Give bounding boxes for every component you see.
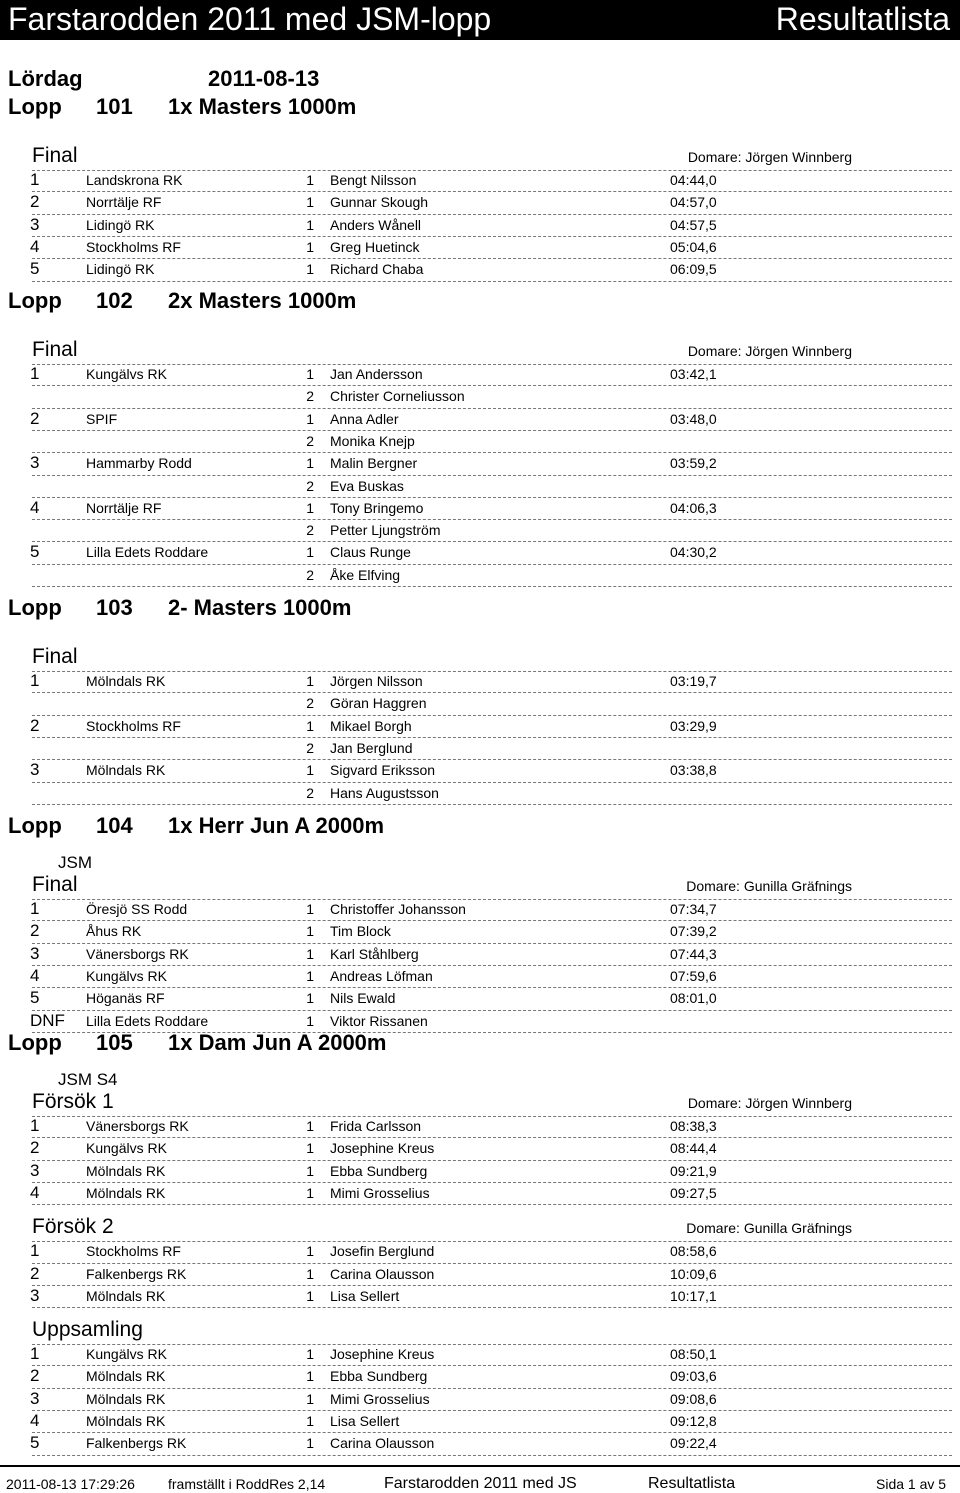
club-name: Lilla Edets Roddare: [86, 1012, 209, 1029]
seat-number: 2: [306, 784, 314, 801]
rower-name: Tony Bringemo: [330, 499, 424, 516]
race-class: JSM S4: [58, 1070, 118, 1089]
result-time: 09:12,8: [670, 1413, 717, 1429]
placing: 1: [30, 671, 40, 690]
dashed-divider: [32, 281, 952, 282]
seat-number: 1: [306, 1184, 314, 1201]
result-time: 04:57,5: [670, 216, 717, 233]
heat-title: Final: [32, 144, 78, 167]
placing: 3: [30, 1388, 40, 1408]
result-time: 09:08,6: [670, 1390, 717, 1407]
placing: 2: [30, 1263, 40, 1283]
dashed-divider: [32, 692, 952, 693]
placing: 3: [30, 214, 40, 234]
dashed-divider: [32, 1182, 952, 1183]
rower-name: Nils Ewald: [330, 990, 396, 1007]
club-name: Hammarby Rodd: [86, 455, 192, 472]
rower-name: Tim Block: [330, 923, 391, 940]
dashed-divider: [32, 364, 952, 365]
rower-name: Göran Haggren: [330, 695, 427, 712]
race-label: Lopp: [8, 94, 62, 119]
rower-name: Malin Bergner: [330, 455, 418, 472]
seat-number: 1: [306, 990, 314, 1007]
club-name: Landskrona RK: [86, 172, 183, 188]
result-time: 09:27,5: [670, 1184, 717, 1201]
seat-number: 1: [306, 967, 314, 984]
dashed-divider: [32, 1432, 952, 1433]
placing: 2: [30, 192, 40, 212]
result-time: 08:50,1: [670, 1346, 717, 1363]
placing: 5: [30, 542, 40, 562]
rower-name: Jan Andersson: [330, 366, 423, 382]
dashed-divider: [32, 1137, 952, 1138]
dashed-divider: [32, 920, 952, 921]
result-time: 04:06,3: [670, 499, 717, 516]
placing: 5: [30, 988, 40, 1008]
race-label: Lopp: [8, 595, 62, 620]
dashed-divider: [32, 1160, 952, 1161]
result-time: 03:42,1: [670, 366, 717, 382]
seat-number: 1: [306, 261, 314, 278]
footer-divider: [0, 1465, 960, 1467]
rower-name: Frida Carlsson: [330, 1118, 422, 1134]
race-label: Lopp: [8, 1030, 62, 1055]
seat-number: 1: [306, 1140, 314, 1157]
seat-number: 1: [306, 499, 314, 516]
footer-page: Sida 1 av 5: [876, 1476, 947, 1492]
seat-number: 1: [306, 216, 314, 233]
seat-number: 1: [306, 717, 314, 734]
rower-name: Mimi Grosselius: [330, 1184, 430, 1201]
result-time: 09:03,6: [670, 1368, 717, 1385]
footer-timestamp: 2011-08-13 17:29:26: [6, 1476, 135, 1492]
placing: 4: [30, 965, 40, 985]
footer-document: Resultatlista: [648, 1475, 736, 1492]
result-time: 09:22,4: [670, 1435, 717, 1452]
rower-name: Åke Elfving: [330, 566, 401, 583]
rower-name: Hans Augustsson: [330, 784, 439, 801]
dashed-divider: [32, 782, 952, 783]
club-name: Kungälvs RK: [86, 1140, 167, 1157]
club-name: Vänersborgs RK: [86, 945, 189, 962]
race-number: 105: [96, 1030, 133, 1055]
placing: 3: [30, 760, 40, 780]
race-heading: [8, 595, 908, 623]
placing: 3: [30, 1160, 40, 1180]
dashed-divider: [32, 1455, 952, 1456]
heat-title: Final: [32, 645, 78, 668]
placing: 1: [30, 899, 40, 918]
placing: DNF: [30, 1010, 65, 1030]
dashed-divider: [32, 965, 952, 966]
seat-number: 1: [306, 410, 314, 427]
seat-number: 1: [306, 1435, 314, 1452]
rower-name: Anders Wånell: [330, 216, 422, 233]
dashed-divider: [32, 408, 952, 409]
placing: 2: [30, 921, 40, 941]
heat-title: Final: [32, 338, 78, 361]
dashed-divider: [32, 385, 952, 386]
race-heading: [8, 813, 908, 841]
club-name: Mölndals RK: [86, 762, 166, 779]
seat-number: 2: [306, 739, 314, 756]
dashed-divider: [32, 236, 952, 237]
dashed-divider: [32, 191, 952, 192]
race-name: 2x Masters 1000m: [168, 288, 357, 313]
dashed-divider: [32, 1010, 952, 1011]
result-time: 10:17,1: [670, 1287, 717, 1304]
club-name: Mölndals RK: [86, 1413, 166, 1429]
dashed-divider: [32, 1307, 952, 1308]
race-heading: [8, 1030, 908, 1058]
seat-number: 2: [306, 695, 314, 712]
dashed-divider: [32, 519, 952, 520]
rower-name: Lisa Sellert: [330, 1287, 400, 1304]
race-heading: [8, 288, 908, 316]
footer-event: Farstarodden 2011 med JS: [384, 1475, 577, 1492]
referee: Domare: Gunilla Gräfnings: [686, 1220, 852, 1237]
club-name: Falkenbergs RK: [86, 1435, 187, 1452]
dashed-divider: [32, 497, 952, 498]
club-name: Vänersborgs RK: [86, 1118, 189, 1134]
seat-number: 1: [306, 945, 314, 962]
heat-title: Final: [32, 873, 78, 896]
placing: 2: [30, 408, 40, 428]
dashed-divider: [32, 430, 952, 431]
result-time: 08:01,0: [670, 990, 717, 1007]
rower-name: Christoffer Johansson: [330, 901, 466, 917]
seat-number: 2: [306, 566, 314, 583]
seat-number: 1: [306, 238, 314, 255]
result-time: 04:30,2: [670, 544, 717, 561]
result-time: 08:38,3: [670, 1118, 717, 1134]
seat-number: 1: [306, 1243, 314, 1260]
document-title: Resultatlista: [775, 1, 950, 37]
race-number: 103: [96, 595, 133, 620]
result-time: 03:19,7: [670, 673, 717, 689]
dashed-divider: [32, 737, 952, 738]
result-time: 05:04,6: [670, 238, 717, 255]
dashed-divider: [32, 1204, 952, 1205]
dashed-divider: [32, 1263, 952, 1264]
seat-number: 1: [306, 194, 314, 211]
club-name: Kungälvs RK: [86, 366, 167, 382]
rower-name: Anna Adler: [330, 410, 399, 427]
rower-name: Mikael Borgh: [330, 717, 412, 734]
rower-name: Bengt Nilsson: [330, 172, 417, 188]
page-header: [0, 0, 960, 40]
placing: 4: [30, 497, 40, 517]
club-name: Mölndals RK: [86, 673, 166, 689]
placing: 2: [30, 1138, 40, 1158]
result-time: 08:44,4: [670, 1140, 717, 1157]
rower-name: Petter Ljungström: [330, 522, 441, 539]
seat-number: 2: [306, 477, 314, 494]
dashed-divider: [32, 987, 952, 988]
race-number: 102: [96, 288, 133, 313]
seat-number: 1: [306, 923, 314, 940]
day-label: Lördag: [8, 66, 83, 91]
day-heading: [8, 66, 320, 92]
seat-number: 1: [306, 901, 314, 917]
club-name: Stockholms RF: [86, 238, 181, 255]
placing: 1: [30, 1116, 40, 1135]
dashed-divider: [32, 804, 952, 805]
rower-name: Eva Buskas: [330, 477, 404, 494]
dashed-divider: [32, 541, 952, 542]
result-time: 04:44,0: [670, 172, 717, 188]
rower-name: Josefin Berglund: [330, 1243, 435, 1260]
heat-title: Försök 2: [32, 1215, 114, 1239]
seat-number: 1: [306, 762, 314, 779]
dashed-divider: [32, 1388, 952, 1389]
rower-name: Monika Knejp: [330, 432, 415, 449]
referee: Domare: Gunilla Gräfnings: [686, 878, 852, 894]
placing: 4: [30, 1411, 40, 1430]
rower-name: Ebba Sundberg: [330, 1162, 428, 1179]
rower-name: Sigvard Eriksson: [330, 762, 436, 779]
club-name: SPIF: [86, 410, 118, 427]
result-time: 08:58,6: [670, 1243, 717, 1260]
dashed-divider: [32, 943, 952, 944]
seat-number: 1: [306, 673, 314, 689]
dashed-divider: [32, 1285, 952, 1286]
club-name: Norrtälje RF: [86, 194, 162, 211]
dashed-divider: [32, 258, 952, 259]
rower-name: Lisa Sellert: [330, 1413, 400, 1429]
dashed-divider: [32, 170, 952, 171]
dashed-divider: [32, 586, 952, 587]
club-name: Lidingö RK: [86, 261, 155, 278]
rower-name: Carina Olausson: [330, 1265, 435, 1282]
club-name: Kungälvs RK: [86, 967, 167, 984]
seat-number: 1: [306, 1012, 314, 1029]
heat-title: Försök 1: [32, 1090, 114, 1113]
rower-name: Greg Huetinck: [330, 238, 420, 255]
placing: 4: [30, 236, 40, 256]
dashed-divider: [32, 1365, 952, 1366]
placing: 5: [30, 1433, 40, 1453]
race-number: 101: [96, 94, 133, 119]
result-time: 04:57,0: [670, 194, 717, 211]
club-name: Lidingö RK: [86, 216, 155, 233]
club-name: Mölndals RK: [86, 1184, 166, 1201]
race-name: 1x Herr Jun A 2000m: [168, 813, 385, 838]
result-time: 07:44,3: [670, 945, 717, 962]
rower-name: Viktor Rissanen: [330, 1012, 428, 1029]
placing: 1: [30, 364, 40, 383]
seat-number: 1: [306, 1346, 314, 1363]
result-time: 07:39,2: [670, 923, 717, 940]
rower-name: Gunnar Skough: [330, 194, 429, 211]
race-name: 1x Dam Jun A 2000m: [168, 1030, 387, 1055]
rower-name: Josephine Kreus: [330, 1346, 435, 1363]
dashed-divider: [32, 899, 952, 900]
referee: Domare: Jörgen Winnberg: [687, 1095, 852, 1111]
seat-number: 2: [306, 432, 314, 449]
rower-name: Andreas Löfman: [330, 967, 433, 984]
placing: 1: [30, 1241, 40, 1261]
result-time: 09:21,9: [670, 1162, 717, 1179]
rower-name: Richard Chaba: [330, 261, 424, 278]
seat-number: 1: [306, 1265, 314, 1282]
club-name: Åhus RK: [86, 923, 142, 940]
result-time: 10:09,6: [670, 1265, 717, 1282]
placing: 1: [30, 1344, 40, 1364]
race-label: Lopp: [8, 288, 62, 313]
seat-number: 1: [306, 366, 314, 382]
seat-number: 2: [306, 522, 314, 539]
seat-number: 1: [306, 1413, 314, 1429]
race-name: 1x Masters 1000m: [168, 94, 357, 119]
rower-name: Josephine Kreus: [330, 1140, 435, 1157]
dashed-divider: [32, 452, 952, 453]
club-name: Mölndals RK: [86, 1162, 166, 1179]
club-name: Lilla Edets Roddare: [86, 544, 209, 561]
dashed-divider: [32, 214, 952, 215]
dashed-divider: [32, 715, 952, 716]
seat-number: 1: [306, 172, 314, 188]
placing: 2: [30, 1366, 40, 1386]
placing: 3: [30, 453, 40, 473]
club-name: Norrtälje RF: [86, 499, 162, 516]
placing: 4: [30, 1182, 40, 1202]
club-name: Mölndals RK: [86, 1390, 166, 1407]
heat-title: Uppsamling: [32, 1318, 143, 1342]
referee: Domare: Jörgen Winnberg: [687, 149, 852, 165]
dashed-divider: [32, 475, 952, 476]
placing: 5: [30, 259, 40, 279]
rower-name: Ebba Sundberg: [330, 1368, 428, 1385]
dashed-divider: [32, 1344, 952, 1345]
placing: 1: [30, 170, 40, 189]
club-name: Mölndals RK: [86, 1287, 166, 1304]
dashed-divider: [32, 1410, 952, 1411]
rower-name: Jan Berglund: [330, 739, 413, 756]
club-name: Mölndals RK: [86, 1368, 166, 1385]
seat-number: 1: [306, 1287, 314, 1304]
placing: 3: [30, 943, 40, 963]
rower-name: Karl Ståhlberg: [330, 945, 419, 962]
result-time: 06:09,5: [670, 261, 717, 278]
dashed-divider: [32, 564, 952, 565]
result-time: 03:48,0: [670, 410, 717, 427]
dashed-divider: [32, 1116, 952, 1117]
event-title: Farstarodden 2011 med JSM-lopp: [8, 1, 492, 37]
seat-number: 1: [306, 455, 314, 472]
result-time: 03:59,2: [670, 455, 717, 472]
race-number: 104: [96, 813, 133, 838]
result-time: 03:38,8: [670, 762, 717, 779]
race-heading: [8, 94, 908, 122]
dashed-divider: [32, 1241, 952, 1242]
race-class: JSM: [58, 853, 92, 872]
placing: 3: [30, 1285, 40, 1305]
seat-number: 1: [306, 544, 314, 561]
result-time: 07:34,7: [670, 901, 717, 917]
race-name: 2- Masters 1000m: [168, 595, 352, 620]
club-name: Höganäs RF: [86, 990, 165, 1007]
race-label: Lopp: [8, 813, 62, 838]
referee: Domare: Jörgen Winnberg: [687, 343, 852, 359]
seat-number: 2: [306, 388, 314, 405]
day-date: 2011-08-13: [208, 66, 320, 91]
seat-number: 1: [306, 1390, 314, 1407]
club-name: Stockholms RF: [86, 717, 181, 734]
seat-number: 1: [306, 1368, 314, 1385]
seat-number: 1: [306, 1118, 314, 1134]
rower-name: Christer Corneliusson: [330, 388, 465, 405]
club-name: Öresjö SS Rodd: [86, 901, 188, 917]
club-name: Falkenbergs RK: [86, 1265, 187, 1282]
dashed-divider: [32, 759, 952, 760]
seat-number: 1: [306, 1162, 314, 1179]
result-time: 03:29,9: [670, 717, 717, 734]
dashed-divider: [32, 671, 952, 672]
rower-name: Claus Runge: [330, 544, 411, 561]
rower-name: Carina Olausson: [330, 1435, 435, 1452]
placing: 2: [30, 715, 40, 735]
result-time: 07:59,6: [670, 967, 717, 984]
rower-name: Mimi Grosselius: [330, 1390, 430, 1407]
rower-name: Jörgen Nilsson: [330, 673, 423, 689]
club-name: Kungälvs RK: [86, 1346, 167, 1363]
footer-producer: framställt i RoddRes 2,14: [168, 1476, 326, 1492]
club-name: Stockholms RF: [86, 1243, 181, 1260]
